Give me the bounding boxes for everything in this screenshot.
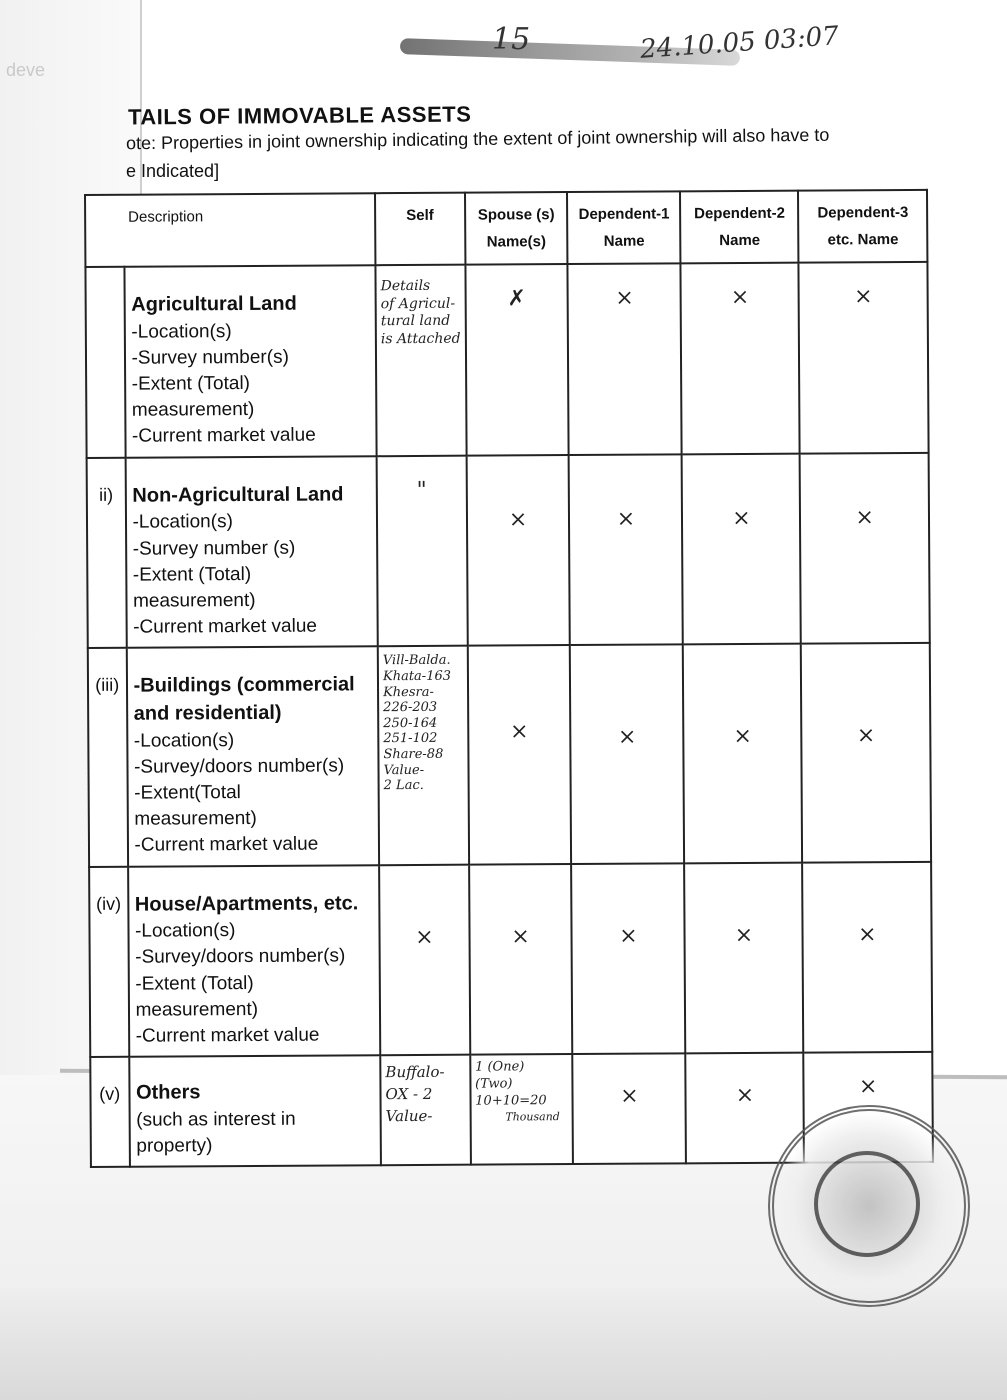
handwritten-line: OX - 2 [385,1084,433,1104]
row-description [125,456,378,648]
self-cell [378,646,469,865]
cross-mark: × [615,285,634,311]
cross-mark: × [616,506,636,532]
row-heading: Agricultural Land [131,292,297,316]
column-header-dependent-1: Dependent-1 Name [567,191,680,264]
spouse-cell [469,864,573,1055]
spouse-cell [466,455,570,646]
cross-mark: × [620,1083,639,1110]
handwritten-line: Value- [385,1106,433,1126]
row-description [126,647,379,867]
row-description [129,1056,381,1168]
self-cell [375,265,466,456]
row-description [124,265,377,457]
desc-line: -Extent(Total [134,782,241,804]
dependent-3-cell [801,643,931,862]
handwritten-line: 1 (One) [475,1059,525,1075]
row-number: (iv) [89,866,129,1057]
desc-line: -Current market value [135,1024,320,1047]
handwritten-date: 24.10.05 03:07 [639,21,840,65]
cross-mark: × [855,504,875,530]
handwritten-line: Details [380,277,431,295]
desc-line: -Current market value [134,834,319,857]
cross-mark: × [415,924,434,950]
seal-inner-ring [814,1151,920,1257]
handwritten-line: 251-102 [383,731,438,747]
dependent-1-cell [569,454,683,645]
desc-line: -Location(s) [132,511,233,533]
cross-mark: × [733,724,752,750]
desc-line: -Location(s) [133,729,235,752]
cross-mark: × [508,506,528,533]
spouse-cell [467,645,571,864]
handwritten-line: 2 Lac. [383,778,424,794]
desc-line: -Current market value [131,425,316,448]
table-row [88,643,931,866]
spouse-cell [465,264,569,455]
desc-line: -Current market value [133,615,317,638]
desc-line: measurement) [134,808,257,830]
desc-line: -Extent (Total) [135,972,254,995]
bleed-through-text: deve [6,60,46,80]
handwritten-line: (Two) [475,1076,513,1092]
row-number: (v) [90,1057,129,1167]
cross-mark: × [617,725,637,751]
handwritten-line: Value- [383,762,425,778]
handwritten-page-number: 15 [492,22,531,57]
row-heading: -Buildings (commercial and residential) [133,673,355,725]
cross-mark: × [510,719,529,745]
dependent-2-cell [682,453,801,644]
desc-line: measurement) [131,399,255,421]
cross-mark: × [730,284,750,311]
dependent-2-cell [684,862,803,1053]
row-heading: Others [135,1081,201,1105]
dependent-1-cell [572,863,686,1054]
row-number: (iii) [88,648,128,867]
handwritten-line: 250-164 [383,715,438,731]
handwritten-line: Thousand [505,1110,560,1124]
handwritten-line: tural land [380,312,451,330]
table-row [89,861,932,1057]
handwritten-line: of Agricul- [380,295,456,312]
desc-line: measurement) [135,998,259,1021]
cross-mark: × [511,923,530,950]
handwritten-line: 226-203 [383,700,438,716]
row-heading: House/Apartments, etc. [134,891,359,916]
dependent-2-cell [683,644,802,863]
spouse-cell [470,1054,573,1165]
row-number: ii) [87,457,127,648]
desc-line: -Location(s) [131,320,232,343]
desc-line: measurement) [132,589,256,612]
column-header-spouse: Spouse (s) Name(s) [465,192,568,265]
self-cell [379,864,470,1055]
dependent-1-cell [570,645,684,864]
note-line-1: ote: Properties in joint ownership indicating the extent of joint ownership will also have to [125,124,830,154]
cross-mark: × [619,923,638,949]
table-row [85,262,928,458]
dependent-2-cell [681,263,800,454]
cross-mark: ✗ [507,286,527,312]
table-header-row [85,190,927,267]
cross-mark: × [734,922,754,948]
desc-line: -Survey/doors number(s) [133,755,345,778]
cross-mark: × [735,1083,755,1109]
cross-mark: × [858,1074,878,1100]
column-header-dependent-2: Dependent-2 Name [680,191,799,264]
handwritten-line: Vill-Balda. [382,653,451,669]
desc-line: -Survey number(s) [131,346,289,369]
row-description [128,865,381,1057]
column-header-self: Self [375,193,465,266]
desc-line: -Location(s) [134,920,236,942]
handwritten-line: Share-88 [383,746,444,763]
ditto-mark: " [416,477,427,503]
column-header-dependent-3: Dependent-3 etc. Name [798,190,927,263]
dependent-3-cell [799,262,929,453]
immovable-assets-table [84,189,934,1169]
official-seal-stamp [768,1105,970,1307]
handwritten-line: Khata-163 [382,668,452,685]
dependent-3-cell [800,453,930,644]
desc-line: -Survey/doors number(s) [135,945,346,969]
cross-mark: × [856,723,876,749]
desc-line: -Survey number (s) [132,537,296,560]
dependent-1-cell [568,263,682,454]
page-title: TAILS OF IMMOVABLE ASSETS [127,101,472,130]
cross-mark: × [732,505,751,531]
cross-mark: × [857,921,877,947]
desc-line: -Extent (Total) [132,563,252,586]
row-number [85,267,125,458]
column-header-description: Description [85,193,375,267]
desc-line: (such as interest in property) [136,1108,296,1157]
note-line-2: e Indicated] [126,161,220,181]
cross-mark: × [854,284,873,310]
self-cell [380,1055,470,1166]
handwritten-line: Buffalo- [385,1063,445,1082]
handwritten-line: Khesra- [383,684,434,700]
table-row [87,453,930,649]
desc-line: -Extent (Total) [131,373,251,395]
row-heading: Non-Agricultural Land [132,483,344,507]
handwritten-line: is Attached [380,330,461,347]
dependent-1-cell [573,1054,687,1165]
handwritten-line: 10+10=20 [475,1093,547,1109]
self-cell [377,455,468,646]
dependent-3-cell [803,861,933,1052]
